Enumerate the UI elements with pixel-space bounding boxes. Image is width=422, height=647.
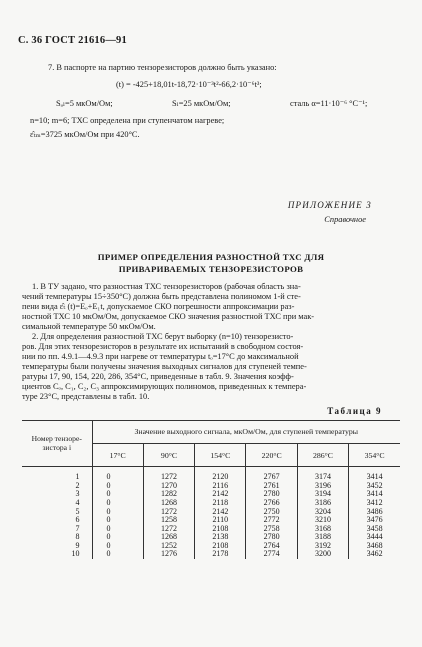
table-cell-value: 2772 (246, 516, 297, 525)
table-cell-value: 3192 (297, 542, 348, 551)
table-cell-value: 2110 (195, 516, 246, 525)
table-cell-index: 7 (75, 523, 80, 533)
table-cell-value: 3462 (349, 550, 400, 559)
sa-left-value: Sₐₗ=5 мкОм/Ом; (56, 99, 113, 108)
table-cell-value: 1272 (143, 467, 194, 482)
table-cell-value: 0 (92, 533, 143, 542)
table-cell-value: 2774 (246, 550, 297, 559)
table-cell-value: 0 (92, 467, 143, 482)
table-cell-value: 2108 (195, 525, 246, 534)
col-header-temp: 354°С (349, 444, 400, 467)
body-line-8: нии по пп. 4.9.1—4.9.3 при нагреве от температуры tₒ=17°С до максимальной (22, 352, 299, 361)
table-cell-index: 9 (75, 540, 80, 550)
table-cell-index: 2 (75, 480, 80, 490)
table-cell-value: 2118 (195, 499, 246, 508)
table-cell-value: 3452 (349, 482, 400, 491)
table-cell-index: 8 (75, 532, 80, 542)
col-header-group: Значение выходного сигнала, мкОм/Ом, для ступеней температуры (92, 421, 400, 444)
table-cell-value: 2120 (195, 467, 246, 482)
table-cell-value: 2142 (195, 490, 246, 499)
table-cell-value: 3486 (349, 508, 400, 517)
table-cell-value: 0 (92, 550, 143, 559)
table-cell-value: 3204 (297, 508, 348, 517)
sa-mid-value: Sₗ=25 мкОм/Ом; (172, 99, 231, 108)
body-line-9: температуры были получены значения выходных сигналов для ступеней темпе- (22, 362, 307, 371)
table-cell-value: 0 (92, 490, 143, 499)
table-cell-value: 2116 (195, 482, 246, 491)
body-line-4: ностной ТХС 10 мкОм/Ом, допускаемое СКО значения разностной ТХС при мак- (22, 312, 315, 321)
body-line-5: симальной температуре 50 мкОм/Ом. (22, 322, 156, 331)
table-cell-value: 2178 (195, 550, 246, 559)
table-cell-value: 2766 (246, 499, 297, 508)
table-cell-value: 2780 (246, 490, 297, 499)
table-cell-value: 3194 (297, 490, 348, 499)
appendix-number: ПРИЛОЖЕНИЕ 3 (287, 200, 372, 210)
table-cell-value: 2750 (246, 508, 297, 517)
table-cell-value: 2764 (246, 542, 297, 551)
table-row (22, 550, 400, 559)
table-cell-index: 4 (75, 497, 80, 507)
table-cell-value: 3414 (349, 490, 400, 499)
section-title-line2: ПРИВАРИВАЕМЫХ ТЕНЗОРЕЗИСТОРОВ (118, 264, 304, 274)
table-cell-value: 3196 (297, 482, 348, 491)
table-cell-value: 2767 (246, 467, 297, 482)
table-cell-value: 1282 (143, 490, 194, 499)
table-cell-value: 1272 (143, 508, 194, 517)
page-header: С. 36 ГОСТ 21616—91 (18, 35, 127, 46)
col-header-temp: 286°С (297, 444, 348, 467)
col-header-temp: 154°С (195, 444, 246, 467)
table-cell-index: 1 (75, 472, 80, 482)
table-cell-value: 2138 (195, 533, 246, 542)
table-cell-value: 1258 (143, 516, 194, 525)
table-cell-value: 2758 (246, 525, 297, 534)
body-line-12: туре 23°С, представлены в табл. 10. (22, 392, 150, 401)
table-cell-value: 1272 (143, 525, 194, 534)
table-cell-value: 0 (92, 542, 143, 551)
table-cell-value: 1252 (143, 542, 194, 551)
table-cell-value: 3468 (349, 542, 400, 551)
table-cell-value: 3210 (297, 516, 348, 525)
table-cell-value: 3200 (297, 550, 348, 559)
table-row (22, 467, 400, 482)
table-cell-value: 2761 (246, 482, 297, 491)
table-cell-value: 2780 (246, 533, 297, 542)
table-cell-value: 0 (92, 508, 143, 517)
body-line-11: циентов Cₒ, C₁, C₂, C₃ аппроксимирующих полиномов, приведенных к темпера- (22, 382, 307, 391)
table-cell-value: 1276 (143, 550, 194, 559)
section-title-line1: ПРИМЕР ОПРЕДЕЛЕНИЯ РАЗНОСТНОЙ ТХС ДЛЯ (97, 252, 325, 262)
epsilon-tm-line: ε̂ₜₘ=3725 мкОм/Ом при 420°С. (30, 130, 140, 139)
table-cell-value: 1268 (143, 533, 194, 542)
table-cell-value: 3458 (349, 525, 400, 534)
body-line-10: ратуры 17, 90, 154, 220, 286, 354°С, приведенные в табл. 9. Значения коэфф- (22, 372, 294, 381)
table-cell-index: 6 (75, 515, 80, 525)
col-header-temp: 220°С (246, 444, 297, 467)
table-cell-index: 5 (75, 506, 80, 516)
table-cell-index: 3 (75, 489, 80, 499)
table-cell-value: 3444 (349, 533, 400, 542)
table-cell-value: 3174 (297, 467, 348, 482)
table-cell-value: 0 (92, 516, 143, 525)
table-cell-value: 0 (92, 525, 143, 534)
appendix-type: Справочное (324, 215, 366, 224)
formula-tcs: (t) = -425+18,01t-18,72·10⁻³t²-66,2·10⁻⁶t³; (116, 80, 262, 89)
body-line-6: 2. Для определения разностной ТХС берут выборку (n=10) тензорезисто- (32, 332, 294, 341)
body-line-2: чений температуры 15÷350°С) должна быть представлена полиномом 1-й сте- (22, 292, 301, 301)
n-m-line: n=10; m=6; ТХС определена при ступенчатом нагреве; (30, 116, 225, 125)
body-line-3: пени вида ε̂ₜ (t)=Eₒ+E₁t, допускаемое СКО погрешности аппроксимации раз- (22, 302, 295, 311)
body-line-1: 1. В ТУ задано, что разностная ТХС тензорезисторов (рабочая область зна- (32, 282, 301, 291)
table-cell-value: 1270 (143, 482, 194, 491)
steel-alpha-value: сталь α=11·10⁻⁶ °C⁻¹; (290, 99, 368, 108)
table-cell-value: 0 (92, 499, 143, 508)
table-cell-value: 2108 (195, 542, 246, 551)
col-header-temp: 17°С (92, 444, 143, 467)
table-cell-value: 3414 (349, 467, 400, 482)
table-cell-value: 3412 (349, 499, 400, 508)
paragraph-7: 7. В паспорте на партию тензорезисторов должно быть указано: (48, 63, 277, 72)
table-cell-value: 3186 (297, 499, 348, 508)
table-cell-value: 0 (92, 482, 143, 491)
col-header-resistor: Номер тензоре- зистора i (22, 421, 92, 467)
col-header-temp: 90°С (143, 444, 194, 467)
table-cell-value: 1268 (143, 499, 194, 508)
table-cell-value: 3168 (297, 525, 348, 534)
table-cell-index: 10 (71, 549, 80, 559)
table-cell-value: 2142 (195, 508, 246, 517)
table-cell-value: 3188 (297, 533, 348, 542)
table-caption: Таблица 9 (327, 406, 382, 416)
data-table (22, 420, 400, 559)
table-cell-value: 3476 (349, 516, 400, 525)
body-line-7: ров. Для этих тензорезисторов в результате их испытаний в свободном состоя- (22, 342, 304, 351)
